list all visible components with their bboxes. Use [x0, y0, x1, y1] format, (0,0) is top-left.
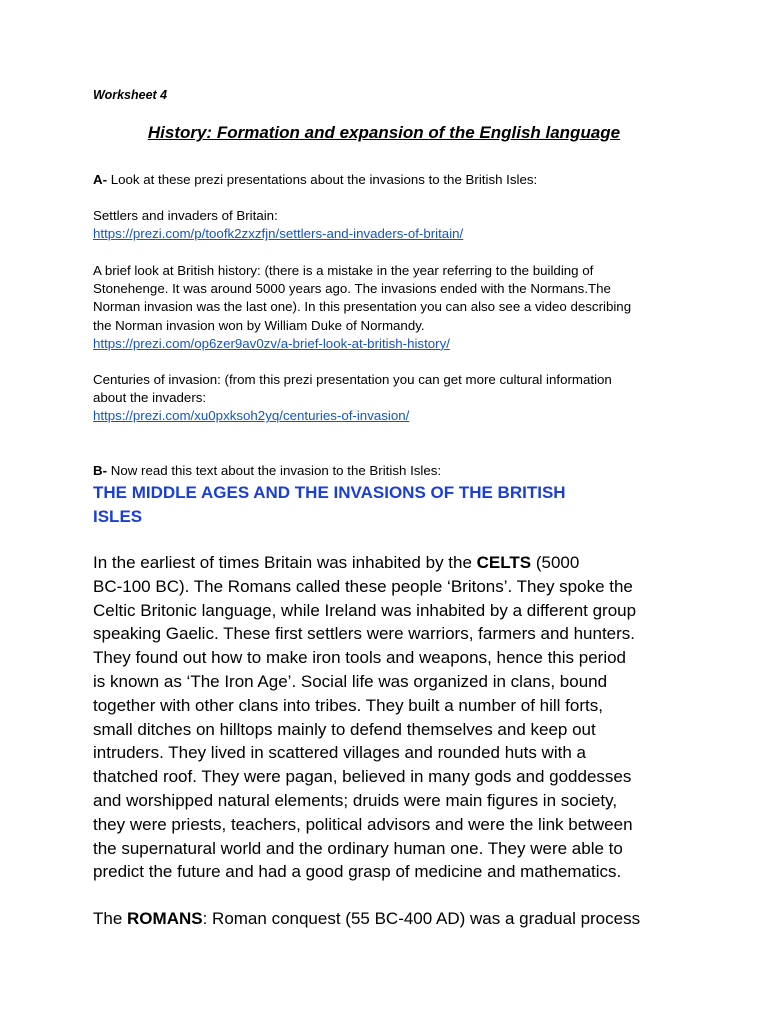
- romans-rest: : Roman conquest (55 BC-400 AD) was a gradual process: [202, 909, 641, 928]
- prezi-item-text-line: A brief look at British history: (there is a mistake in the year referring to the building of: [93, 263, 594, 278]
- section-heading: [93, 481, 653, 529]
- celts-line: is known as ‘The Iron Age’. Social life was organized in clans, bound: [93, 671, 608, 691]
- celts-paragraph: [93, 551, 683, 884]
- romans-intro: The: [93, 909, 128, 928]
- section-b-marker: B-: [93, 463, 108, 478]
- section-heading-line: ISLES: [93, 507, 143, 526]
- prezi-item-text-line: Norman invasion was the last one). In this presentation you can also see a video describing: [93, 299, 632, 315]
- section-b-instruction: [93, 462, 683, 480]
- celts-line: They found out how to make iron tools and weapons, hence this period: [93, 648, 627, 668]
- prezi-link-british-history[interactable]: https://prezi.com/op6zer9av0zv/a-brief-look-at-british-history/: [93, 335, 450, 351]
- celts-line: thatched roof. They were pagan, believed in many gods and goddesses: [93, 767, 632, 787]
- celts-first-line-rest: (5000: [531, 553, 580, 572]
- prezi-item-text-line: Centuries of invasion: (from this prezi presentation you can get more cultural information: [93, 372, 612, 387]
- romans-bold: ROMANS: [127, 909, 203, 928]
- prezi-item-settlers: [93, 207, 683, 243]
- section-a-text: Look at these prezi presentations about the invasions to the British Isles:: [107, 172, 538, 187]
- section-b-text: Now read this text about the invasion to the British Isles:: [107, 463, 442, 478]
- celts-line: BC-100 BC). The Romans called these people ‘Britons’. They spoke the: [93, 576, 633, 596]
- prezi-link-settlers[interactable]: https://prezi.com/p/toofk2zxzfjn/settlers-and-invaders-of-britain/: [93, 226, 464, 242]
- worksheet-label: Worksheet 4: [93, 88, 168, 102]
- prezi-item-centuries: [93, 371, 683, 426]
- section-a-instruction: [93, 171, 683, 189]
- prezi-item-text-line: the Norman invasion won by William Duke of Normandy.: [93, 317, 425, 333]
- romans-paragraph: [93, 907, 693, 931]
- celts-line: the supernatural world and the ordinary human one. They were able to: [93, 838, 623, 858]
- prezi-item-text: Settlers and invaders of Britain:: [93, 208, 278, 223]
- page-title: History: Formation and expansion of the English language: [147, 123, 621, 142]
- section-heading-line: THE MIDDLE AGES AND THE INVASIONS OF THE BRITISH: [93, 483, 566, 502]
- celts-line: Celtic Britonic language, while Ireland was inhabited by a different group: [93, 600, 637, 620]
- section-a-marker: A-: [93, 172, 108, 187]
- prezi-link-centuries[interactable]: https://prezi.com/xu0pxksoh2yq/centuries-of-invasion/: [93, 408, 410, 424]
- celts-line: predict the future and had a good grasp of medicine and mathematics.: [93, 862, 622, 882]
- celts-intro: In the earliest of times Britain was inhabited by the: [93, 553, 477, 572]
- celts-bold: CELTS: [476, 553, 532, 572]
- prezi-item-text-line: about the invaders:: [93, 390, 207, 406]
- prezi-item-british-history: [93, 262, 683, 353]
- celts-line: intruders. They lived in scattered villages and rounded huts with a: [93, 743, 586, 763]
- celts-line: together with other clans into tribes. They built a number of hill forts,: [93, 695, 603, 715]
- prezi-item-text-line: Stonehenge. It was around 5000 years ago. The invasions ended with the Normans.The: [93, 281, 611, 297]
- celts-line: they were priests, teachers, political advisors and were the link between: [93, 814, 633, 834]
- celts-line: and worshipped natural elements; druids were main figures in society,: [93, 790, 618, 810]
- celts-line: speaking Gaelic. These first settlers were warriors, farmers and hunters.: [93, 624, 636, 644]
- celts-line: small ditches on hilltops mainly to defend themselves and keep out: [93, 719, 596, 739]
